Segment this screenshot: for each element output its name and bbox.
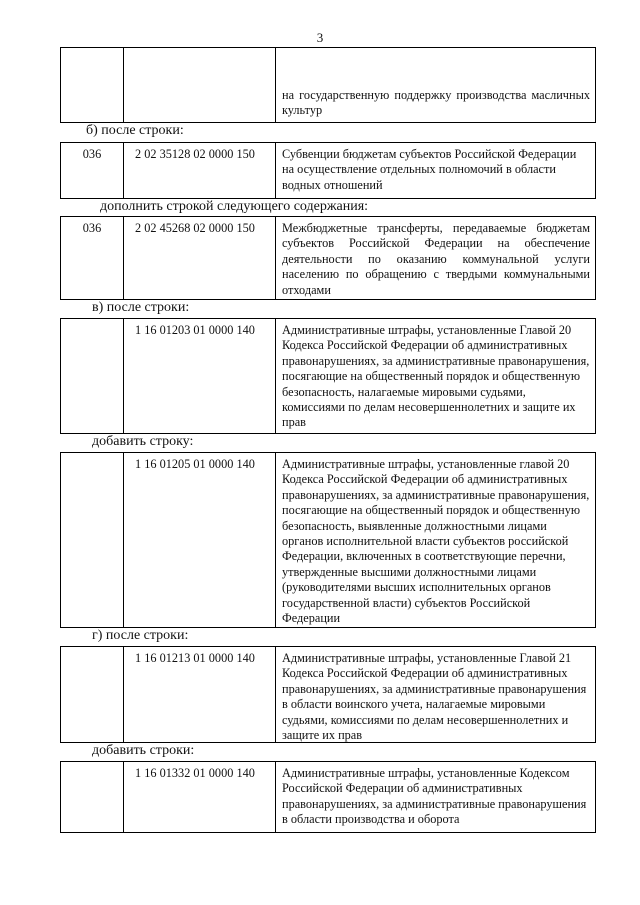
row-code-budget: 1 16 01213 01 0000 140 [123, 647, 275, 742]
row-code-admin: 036 [82, 147, 102, 161]
label-v: в) после строки: [92, 300, 190, 315]
row-code-admin [61, 762, 123, 832]
table-row [60, 452, 596, 628]
row-text: Субвенции бюджетам субъектов Российской Федерации на осуществление отдельных полномочий в области водных отношений [282, 147, 577, 192]
row-code-admin [61, 647, 123, 742]
row-code-budget [123, 48, 275, 122]
row-code-admin [61, 48, 123, 122]
table-row [60, 761, 596, 833]
row-code-budget: 2 02 45268 02 0000 150 [123, 217, 275, 299]
row-text: Административные штрафы, установленные Главой 20 Кодекса Российской Федерации об административных правонарушениях, за административные правонарушения, посягающие на общественный порядок и общественную безопасность, налагаемые мировыми судьями, комиссиями по делам несовершеннолетних и защите их прав [282, 323, 590, 430]
table-row [60, 318, 596, 434]
row-code-budget: 1 16 01205 01 0000 140 [123, 453, 275, 627]
row-text: Административные штрафы, установленные Главой 21 Кодекса Российской Федерации об административных правонарушениях, за административные правонарушения в области воинского учета, налагаемые мировыми судьями, комиссиями по делам несовершеннолетних и защите их прав [282, 651, 587, 743]
row-text: Межбюджетные трансферты, передаваемые бюджетам субъектов Российской Федерации на обеспечение деятельности по оказанию коммунальной услуги населению по обращению с твердыми коммунальными отходами [282, 221, 590, 297]
label-g: г) после строки: [92, 628, 189, 643]
row-code-budget: 1 16 01203 01 0000 140 [123, 319, 275, 433]
table-row [60, 216, 596, 300]
label-add-row-content: дополнить строкой следующего содержания: [100, 199, 369, 214]
label-add-row: добавить строку: [92, 434, 194, 449]
table-row [60, 646, 596, 743]
label-b: б) после строки: [86, 123, 184, 138]
row-text: Административные штрафы, установленные Кодексом Российской Федерации об административных правонарушениях, за административные правонарушения в области производства и оборота [282, 766, 587, 827]
row-code-admin [61, 453, 123, 627]
label-add-rows: добавить строки: [92, 743, 195, 758]
row-text: Административные штрафы, установленные главой 20 Кодекса Российской Федерации об административных правонарушениях, за административные правонарушения, посягающие на общественный порядок и общественную безопасность, выявленные должностными лицами органов исполнительной власти субъектов российской Федерации, включенных в соответствующие перечни, утвержденные высшими должностными лицами (руководителями высших исполнительных органов государственной власти) субъектов Российской Федерации [282, 457, 590, 626]
row-text: на государственную поддержку производства масличных культур [282, 88, 590, 118]
page-number: 3 [316, 30, 324, 45]
table-row [60, 47, 596, 123]
row-code-budget: 2 02 35128 02 0000 150 [123, 143, 275, 198]
row-code-admin [61, 319, 123, 433]
row-code-admin: 036 [82, 221, 102, 235]
table-row [60, 142, 596, 199]
row-code-budget: 1 16 01332 01 0000 140 [123, 762, 275, 832]
